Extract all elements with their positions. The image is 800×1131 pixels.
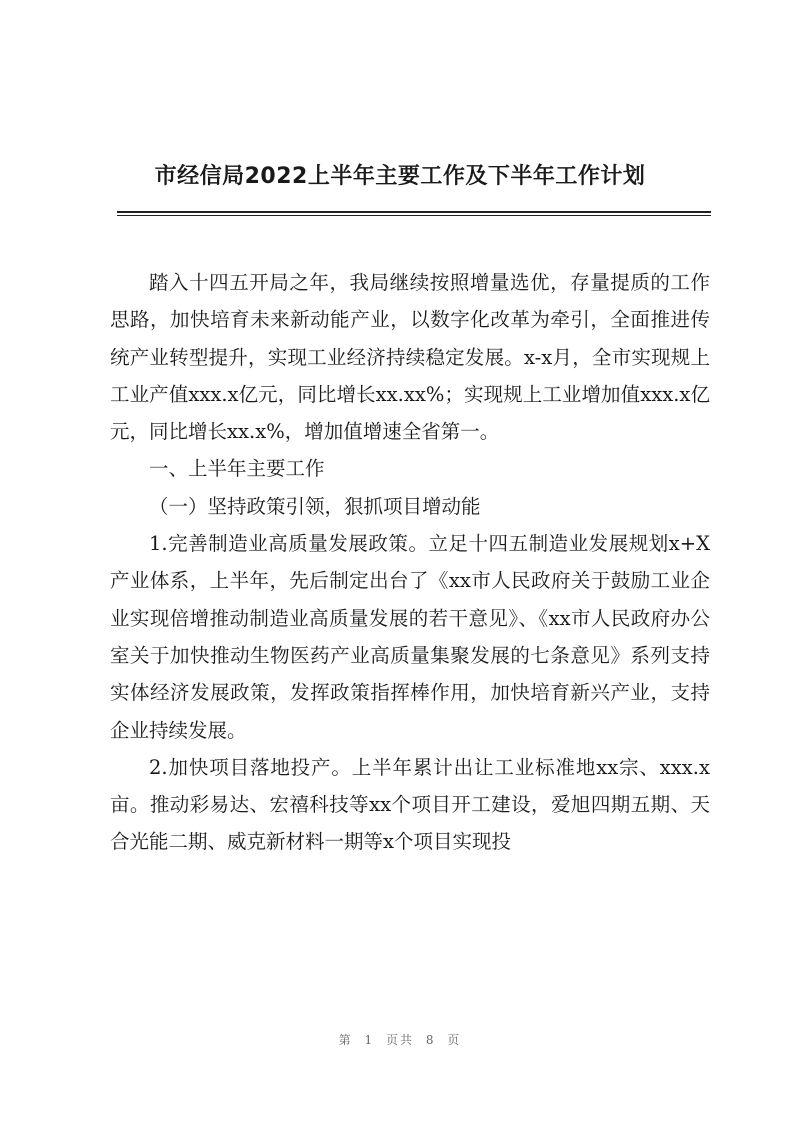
footer-current-page: 1 <box>364 1033 375 1047</box>
item-paragraph-1: 1.完善制造业高质量发展政策。立足十四五制造业发展规划x+X产业体系，上半年，先后制定出台了《xx市人民政府关于鼓励工业企业实现倍增推动制造业高质量发展的若干意见》、《xx市人民政府办公室关于加快推动生物医药产业高质量集聚发展的七条意见》系列支持实体经济发展政策，发挥政策指挥棒作用，加快培育新兴产业，支持企业持续发展。 <box>110 532 710 742</box>
section-heading: 一、上半年主要工作 <box>149 457 325 481</box>
footer-middle: 页共 <box>385 1033 414 1047</box>
document-body <box>110 264 710 861</box>
item-paragraph-2: 2.加快项目落地投产。上半年累计出让工业标准地xx宗、xxx.x亩。推动彩易达、宏禧科技等xx个项目开工建设，爱旭四期五期、天合光能二期、威克新材料一期等x个项目实现投 <box>110 755 710 854</box>
footer-prefix: 第 <box>338 1033 353 1047</box>
subsection-heading: （一）坚持政策引领，狠抓项目增动能 <box>149 494 481 518</box>
page-footer <box>0 1031 800 1048</box>
title-divider-thin <box>117 215 711 216</box>
title-divider-thick <box>117 211 711 213</box>
footer-suffix: 页 <box>447 1033 462 1047</box>
document-title: 市经信局2022上半年主要工作及下半年工作计划 <box>154 164 646 189</box>
footer-total-pages: 8 <box>425 1033 436 1047</box>
intro-paragraph: 踏入十四五开局之年，我局继续按照增量选优，存量提质的工作思路，加快培育未来新动能产业，以数字化改革为牵引，全面推进传统产业转型提升，实现工业经济持续稳定发展。x-x月，全市实现规上工业产值xxx.x亿元，同比增长xx.xx%；实现规上工业增加值xxx.x亿元，同比增长xx.x%，增加值增速全省第一。 <box>110 271 710 444</box>
